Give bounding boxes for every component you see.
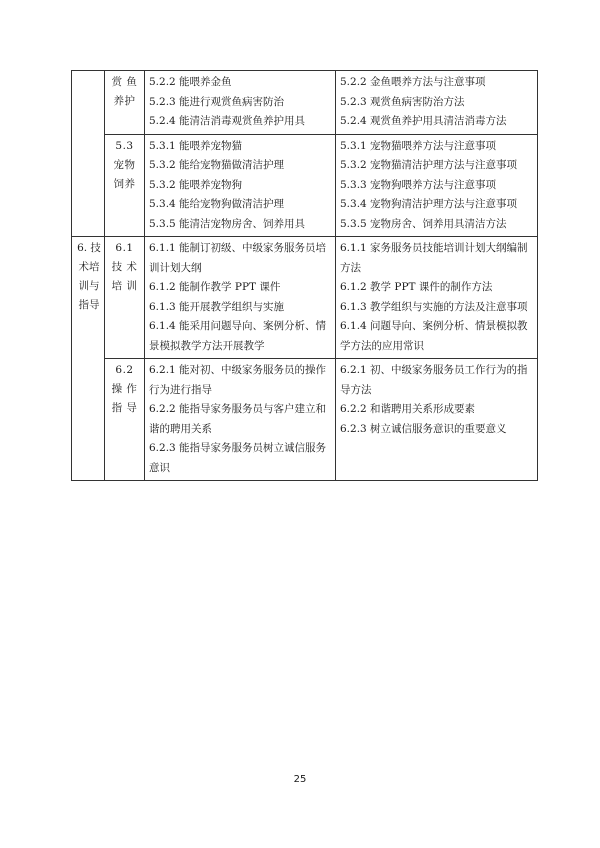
skill-item: 6.1.3 能开展教学组织与实施 bbox=[149, 300, 285, 313]
skill-item: 5.2.3 能进行观赏鱼病害防治 bbox=[149, 95, 285, 108]
skill-item: 6.1.4 能采用问题导向、案例分析、情景模拟教学方法开展教学 bbox=[149, 320, 327, 352]
skill-item: 5.3.2 能喂养宠物狗 bbox=[149, 178, 243, 191]
skills-cell bbox=[145, 134, 336, 237]
knowledge-cell bbox=[336, 71, 538, 135]
knowledge-item: 5.3.2 宠物猫清洁护理方法与注意事项 bbox=[340, 159, 518, 171]
knowledge-item: 5.3.5 宠物房舍、饲养用具清洁方法 bbox=[340, 217, 507, 230]
knowledge-cell bbox=[336, 359, 538, 481]
skill-item: 6.2.2 能指导家务服务员与客户建立和谐的聘用关系 bbox=[149, 403, 327, 435]
skill-standard-table bbox=[71, 70, 538, 481]
table-row bbox=[72, 359, 538, 481]
level1-label: 6. 技术培训与指导 bbox=[77, 242, 101, 311]
table-row bbox=[72, 71, 538, 135]
table-row bbox=[72, 237, 538, 359]
knowledge-item: 5.2.4 观赏鱼养护用具清洁消毒方法 bbox=[340, 115, 507, 127]
skills-cell bbox=[145, 71, 336, 135]
skill-item: 5.2.2 能喂养金鱼 bbox=[149, 76, 232, 88]
skills-cell bbox=[145, 359, 336, 481]
knowledge-item: 5.3.4 宠物狗清洁护理方法与注意事项 bbox=[340, 198, 518, 210]
skill-item: 6.2.3 能指导家务服务员树立诚信服务意识 bbox=[149, 442, 327, 474]
skill-item: 6.1.1 能制订初级、中级家务服务员培训计划大纲 bbox=[149, 242, 327, 274]
level1-cell-empty bbox=[72, 71, 105, 237]
level2-label: 5.3 宠物 饲养 bbox=[113, 139, 136, 190]
skill-item: 5.3.4 能给宠物狗做清洁护理 bbox=[149, 198, 285, 210]
skill-item: 5.3.2 能给宠物猫做清洁护理 bbox=[149, 159, 285, 171]
page-number: 25 bbox=[293, 774, 307, 785]
knowledge-item: 6.2.2 和谐聘用关系形成要素 bbox=[340, 403, 476, 415]
level2-cell bbox=[105, 237, 145, 359]
knowledge-item: 6.1.1 家务服务员技能培训计划大纲编制方法 bbox=[340, 242, 528, 274]
skill-item: 5.3.5 能清洁宠物房舍、饲养用具 bbox=[149, 217, 306, 230]
level2-label: 6.1 技 术 培 训 bbox=[111, 242, 138, 292]
level2-label: 赏 鱼养护 bbox=[111, 76, 138, 107]
knowledge-item: 6.2.1 初、中级家务服务员工作行为的指导方法 bbox=[340, 364, 528, 396]
skill-item: 6.2.1 能对初、中级家务服务员的操作行为进行指导 bbox=[149, 364, 327, 396]
knowledge-cell bbox=[336, 134, 538, 237]
level2-cell bbox=[105, 359, 145, 481]
skill-item: 5.3.1 能喂养宠物猫 bbox=[149, 139, 243, 152]
skill-item: 5.2.4 能清洁消毒观赏鱼养护用具 bbox=[149, 115, 306, 127]
table-row bbox=[72, 134, 538, 237]
knowledge-cell bbox=[336, 237, 538, 359]
knowledge-item: 5.3.3 宠物狗喂养方法与注意事项 bbox=[340, 178, 497, 191]
knowledge-item: 6.2.3 树立诚信服务意识的重要意义 bbox=[340, 422, 507, 435]
knowledge-item: 6.1.2 教学 PPT 课件的制作方法 bbox=[340, 281, 493, 293]
knowledge-item: 6.1.4 问题导向、案例分析、情景模拟教学方法的应用常识 bbox=[340, 320, 528, 352]
skill-item: 6.1.2 能制作教学 PPT 课件 bbox=[149, 281, 281, 293]
skills-cell bbox=[145, 237, 336, 359]
knowledge-item: 5.2.2 金鱼喂养方法与注意事项 bbox=[340, 76, 486, 88]
level2-label: 6.2 操 作 指 导 bbox=[111, 364, 138, 414]
knowledge-item: 6.1.3 教学组织与实施的方法及注意事项 bbox=[340, 300, 528, 313]
knowledge-item: 5.2.3 观赏鱼病害防治方法 bbox=[340, 95, 465, 108]
level2-cell bbox=[105, 71, 145, 135]
knowledge-item: 5.3.1 宠物猫喂养方法与注意事项 bbox=[340, 139, 497, 152]
level2-cell bbox=[105, 134, 145, 237]
level1-cell bbox=[72, 237, 105, 481]
